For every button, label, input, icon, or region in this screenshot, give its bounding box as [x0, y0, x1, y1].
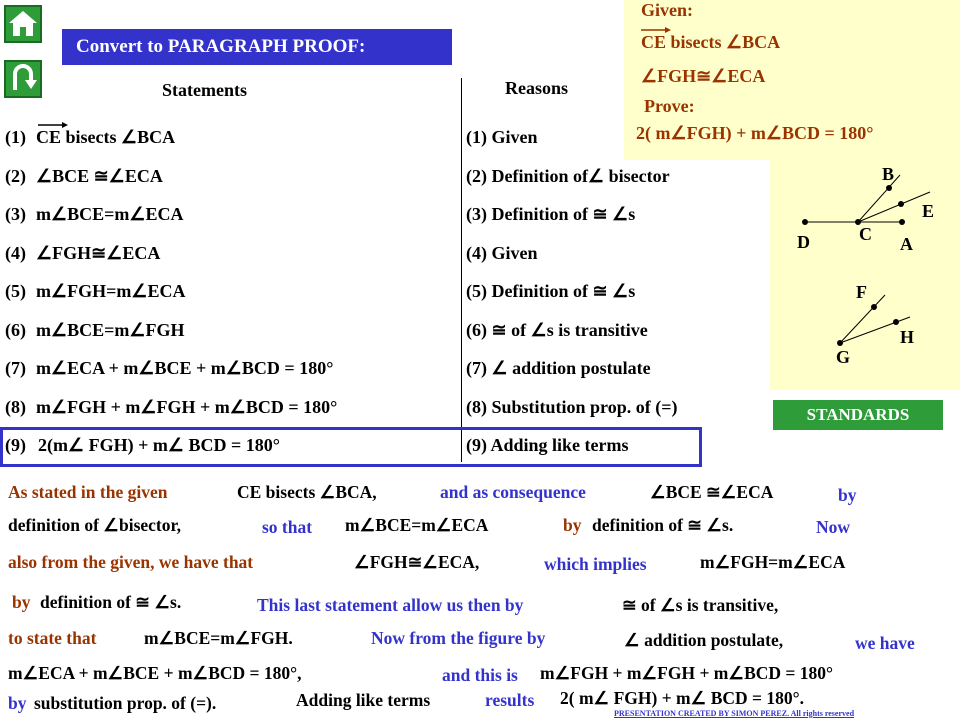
para-math: Adding like terms [296, 690, 431, 710]
row-number: (4) [5, 242, 26, 263]
para-math: ≅ of ∠s is transitive, [622, 595, 779, 615]
reason-cell: (9) Adding like terms [466, 435, 629, 455]
reason-cell: (1) Given [466, 127, 538, 147]
label-B: B [882, 164, 895, 184]
para-math: ∠BCE ≅∠ECA [650, 482, 774, 502]
para-text: also from the given, we have that [8, 552, 254, 572]
para-text: so that [262, 517, 313, 537]
para-text: definition of ∠bisector, [8, 515, 182, 535]
row-number: (7) [5, 358, 26, 378]
footer-credit: PRESENTATION CREATED BY SIMON PEREZ. All rights reserved [614, 709, 855, 718]
row-number: (3) [5, 204, 26, 224]
para-text: This last statement allow us then by [257, 595, 524, 615]
home-icon [6, 7, 40, 41]
label-F: F [856, 282, 867, 302]
label-A: A [900, 234, 913, 254]
statement-cell: m∠ECA + m∠BCE + m∠BCD = 180° [36, 358, 334, 378]
para-text: Now from the figure by [371, 628, 546, 648]
para-text: by [12, 592, 31, 612]
para-math: m∠ECA + m∠BCE + m∠BCD = 180°, [8, 663, 302, 683]
statement-cell: ∠FGH≅∠ECA [36, 242, 161, 263]
row-number: (6) [5, 319, 26, 340]
statement-cell: m∠BCE=m∠ECA [36, 204, 184, 224]
statement-cell: 2(m∠ FGH) + m∠ BCD = 180° [38, 435, 280, 455]
para-math: m∠FGH=m∠ECA [700, 552, 846, 572]
given-label: Given: [641, 0, 693, 20]
para-text: by [838, 485, 857, 505]
u-turn-arrow-icon [6, 62, 40, 96]
para-text: by [8, 693, 27, 713]
statement-cell: m∠FGH + m∠FGH + m∠BCD = 180° [36, 396, 338, 417]
para-math: 2( m∠ FGH) + m∠ BCD = 180°. [560, 688, 804, 708]
given-panel [624, 0, 960, 160]
ray-arrow-icon [641, 26, 671, 34]
para-math: definition of ≅ ∠s. [592, 515, 734, 535]
statement-cell: ∠BCE ≅∠ECA [36, 165, 163, 186]
back-button[interactable] [4, 60, 42, 98]
figure-panel [770, 160, 960, 390]
para-text: results [485, 690, 535, 710]
para-math: definition of ≅ ∠s. [40, 592, 182, 612]
given-statement-2: ∠FGH≅∠ECA [641, 66, 766, 86]
prove-label: Prove: [644, 96, 695, 116]
page-title: Convert to PARAGRAPH PROOF: [62, 29, 452, 65]
row-number: (8) [5, 396, 26, 417]
statements-header: Statements [162, 80, 247, 100]
prove-statement: 2( m∠FGH) + m∠BCD = 180° [636, 123, 874, 143]
label-D: D [797, 232, 810, 252]
label-E: E [922, 201, 935, 221]
row-number: (5) [5, 281, 26, 301]
para-text: which implies [544, 554, 647, 574]
row-number: (9) [5, 435, 26, 455]
para-text: by [563, 515, 582, 535]
home-button[interactable] [4, 5, 42, 43]
para-math: ∠FGH≅∠ECA, [354, 552, 480, 572]
row-number: (2) [5, 165, 26, 186]
reason-cell: (6) ≅ of ∠s is transitive [466, 319, 648, 340]
angle-figure [770, 160, 960, 390]
column-divider [461, 78, 462, 462]
para-math: m∠FGH + m∠FGH + m∠BCD = 180° [540, 663, 833, 683]
para-math: substitution prop. of (=). [34, 693, 217, 713]
ray-arrow-icon [38, 121, 68, 129]
reason-cell: (4) Given [466, 242, 538, 263]
label-G: G [836, 347, 851, 367]
para-text: As stated in the given [8, 482, 168, 502]
statement-cell: CE bisects ∠BCA [36, 127, 176, 147]
para-text: and as consequence [440, 482, 586, 502]
statement-cell: m∠FGH=m∠ECA [36, 281, 186, 301]
para-text: and this is [442, 665, 518, 685]
statement-cell: m∠BCE=m∠FGH [36, 319, 185, 340]
reasons-header: Reasons [505, 78, 569, 98]
reason-cell: (8) Substitution prop. of (=) [466, 396, 678, 417]
label-C: C [859, 224, 872, 244]
reason-cell: (2) Definition of∠ bisector [466, 165, 670, 186]
reason-cell: (7) ∠ addition postulate [466, 358, 651, 378]
given-statement-1: CE bisects ∠BCA [641, 32, 781, 52]
para-math: CE bisects ∠BCA, [237, 482, 377, 502]
row-number: (1) [5, 127, 26, 147]
final-row-highlight [0, 427, 702, 467]
reason-cell: (5) Definition of ≅ ∠s [466, 281, 636, 301]
para-text: to state that [8, 628, 97, 648]
para-math: m∠BCE=m∠ECA [345, 515, 489, 535]
para-math: ∠ addition postulate, [624, 630, 784, 650]
para-text: Now [816, 517, 851, 537]
label-H: H [900, 327, 915, 347]
para-math: m∠BCE=m∠FGH. [144, 628, 293, 648]
reason-cell: (3) Definition of ≅ ∠s [466, 204, 636, 224]
para-text: we have [855, 633, 915, 653]
standards-button[interactable]: STANDARDS [773, 400, 943, 430]
